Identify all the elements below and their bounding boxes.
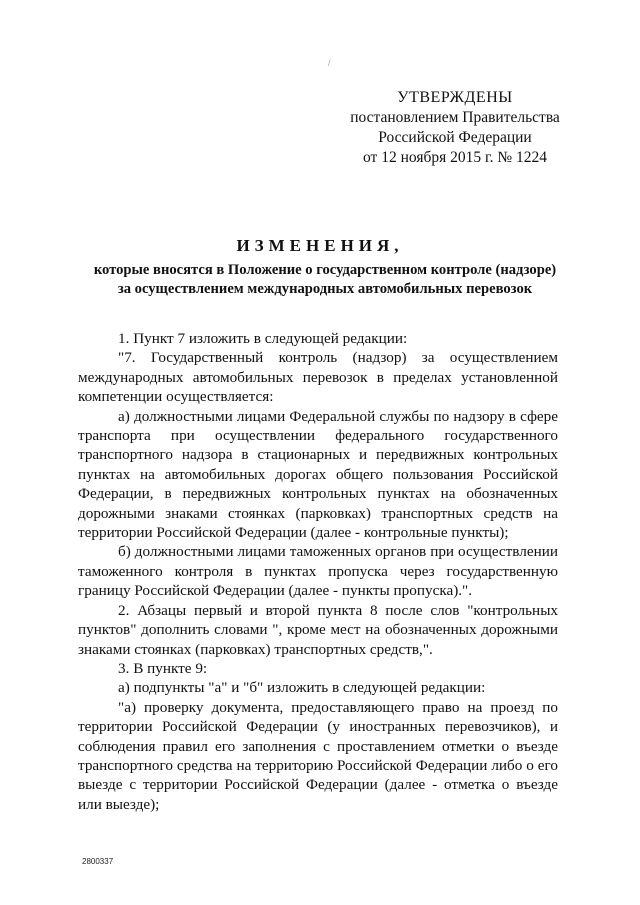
document-subtitle xyxy=(60,261,590,299)
scan-mark: / xyxy=(328,58,331,68)
document-body xyxy=(78,329,558,814)
paragraph-point-7: "7. Государственный контроль (надзор) за осуществлением международных автомобильных перевозок в пределах установленной компетенции осуществляется: xyxy=(78,349,558,406)
paragraph-subitem-b: б) должностными лицами таможенных органов при осуществлении таможенного контроля в пунктах пропуска через государственную границу Российской Федерации (далее - пункты пропуска).". xyxy=(78,543,558,600)
paragraph-item-2: 2. Абзацы первый и второй пункта 8 после слов "контрольных пунктов" дополнить словами ", кроме мест на обозначенных дорожными знаками стоянках (парковках) транспортных средств,". xyxy=(78,601,558,658)
approval-line-1: постановлением Правительства xyxy=(350,109,560,126)
footer-code: 2800337 xyxy=(82,857,114,866)
paragraph-item-3-a: а) подпункты "а" и "б" изложить в следующей редакции: xyxy=(118,679,486,697)
document-title: ИЗМЕНЕНИЯ, xyxy=(236,236,404,255)
paragraph-item-1: 1. Пункт 7 изложить в следующей редакции: xyxy=(118,330,408,347)
paragraph-subitem-a: а) должностными лицами Федеральной службы по надзору в сфере транспорта при осуществлении федерального государственного транспортного надзора в стационарных и передвижных контрольных пунктах на автомобильных дорогах общего пользования Российской Федерации, в передвижных контрольных пунктах на обозначенных дорожными знаками стоянках (парковках) транспортных средств на территории Российской Федерации (далее - контрольные пункты); xyxy=(78,407,558,542)
approval-line-3: от 12 ноября 2015 г. № 1224 xyxy=(363,149,547,166)
subtitle-line-2: за осуществлением международных автомобильных перевозок xyxy=(117,281,533,297)
paragraph-item-3: 3. В пункте 9: xyxy=(118,659,208,677)
subtitle-line-1: которые вносятся в Положение о государственном контроле (надзоре) xyxy=(93,262,557,278)
approval-block xyxy=(330,88,580,168)
approval-line-2: Российской Федерации xyxy=(378,129,532,146)
approval-title: УТВЕРЖДЕНЫ xyxy=(397,89,513,106)
paragraph-item-3-a-text: "а) проверку документа, предоставляющего право на проезд по территории Российской Федерации (у иностранных перевозчиков), и соблюдения правил его заполнения с проставлением отметки о въезде транспортного средства на территорию Российской Федерации либо о его выезде с территории Российской Федерации (далее - отметка о въезде или выезде); xyxy=(78,698,558,813)
